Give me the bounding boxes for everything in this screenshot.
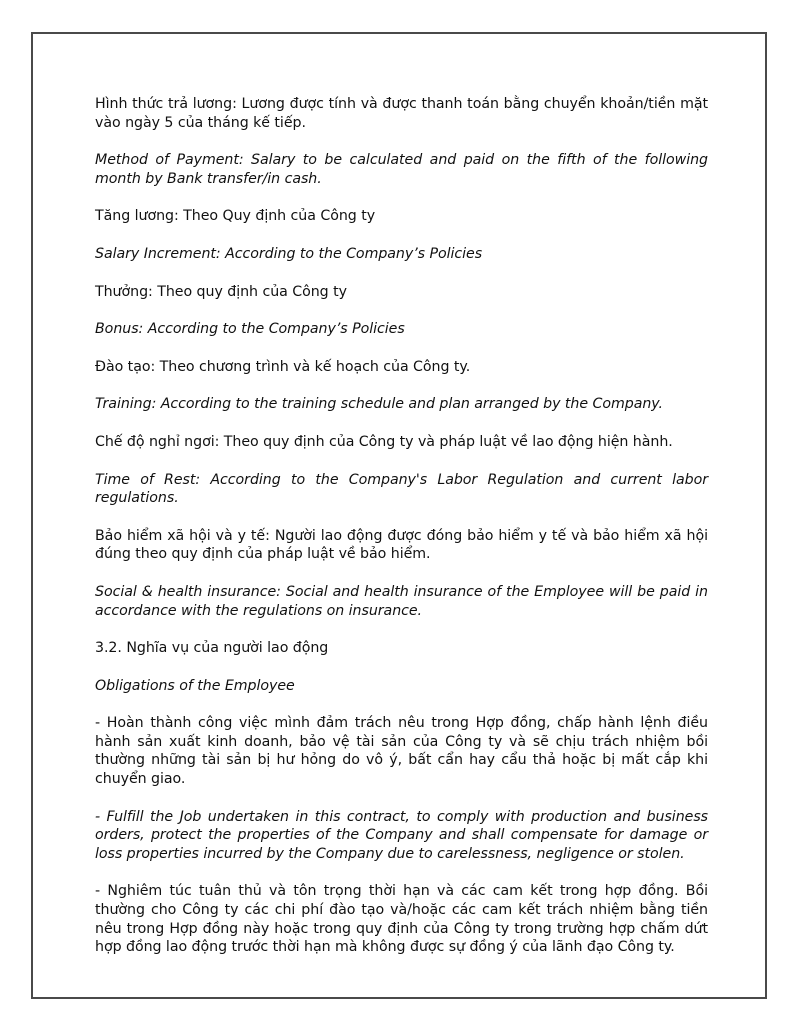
paragraph-training-en: Training: According to the training schedule and plan arranged by the Company. xyxy=(95,396,663,413)
paragraph-payment-method-en: Method of Payment: Salary to be calculated and paid on the fifth of the following month by Bank transfer/in cash. xyxy=(95,152,708,187)
paragraph-fulfill-job-en: - Fulfill the Job undertaken in this contract, to comply with production and business orders, protect the properties of the Company and shall compensate for damage or loss properties incurred by the Company due to carelessness, negligence or stolen. xyxy=(95,808,708,862)
paragraph-rest-time-en: Time of Rest: According to the Company's Labor Regulation and current labor regulations. xyxy=(95,471,708,507)
document-body xyxy=(95,95,708,976)
paragraph-salary-increment-vi: Tăng lương: Theo Quy định của Công ty xyxy=(95,208,376,225)
section-heading-obligations-vi: 3.2. Nghĩa vụ của người lao động xyxy=(95,640,329,657)
paragraph-insurance-vi: Bảo hiểm xã hội và y tế: Người lao động được đóng bảo hiểm y tế và bảo hiểm xã hội đúng theo quy định của pháp luật về bảo hiểm. xyxy=(95,527,708,563)
paragraph-bonus-en: Bonus: According to the Company’s Policies xyxy=(95,321,405,338)
paragraph-rest-time-vi: Chế độ nghỉ ngơi: Theo quy định của Công ty và pháp luật về lao động hiện hành. xyxy=(95,433,673,450)
paragraph-fulfill-job-vi: - Hoàn thành công việc mình đảm trách nêu trong Hợp đồng, chấp hành lệnh điều hành sản xuất kinh doanh, bảo vệ tài sản của Công ty và sẽ chịu trách nhiệm bồi thường những tài sản bị hư hỏng do vô ý, bất cẩn hay cẩu thả hoặc bị mất cắp khi chuyển giao. xyxy=(95,715,708,788)
paragraph-bonus-vi: Thưởng: Theo quy định của Công ty xyxy=(95,283,347,300)
section-heading-obligations-en: Obligations of the Employee xyxy=(95,677,295,694)
paragraph-insurance-en: Social & health insurance: Social and health insurance of the Employee will be paid in accordance with the regulations on insurance. xyxy=(95,583,708,619)
paragraph-payment-method-vi: Hình thức trả lương: Lương được tính và được thanh toán bằng chuyển khoản/tiền mặt vào ngày 5 của tháng kế tiếp. xyxy=(95,96,708,131)
paragraph-salary-increment-en: Salary Increment: According to the Company’s Policies xyxy=(95,245,483,262)
paragraph-training-vi: Đào tạo: Theo chương trình và kế hoạch của Công ty. xyxy=(95,358,471,375)
paragraph-compliance-vi: - Nghiêm túc tuân thủ và tôn trọng thời hạn và các cam kết trong hợp đồng. Bồi thường cho Công ty các chi phí đào tạo và/hoặc các cam kết trách nhiệm bằng tiền nêu trong Hợp đồng này hoặc trong quy định của Công ty trong trường hợp chấm dứt hợp đồng lao động trước thời hạn mà không được sự đồng ý của lãnh đạo Công ty. xyxy=(95,883,708,956)
